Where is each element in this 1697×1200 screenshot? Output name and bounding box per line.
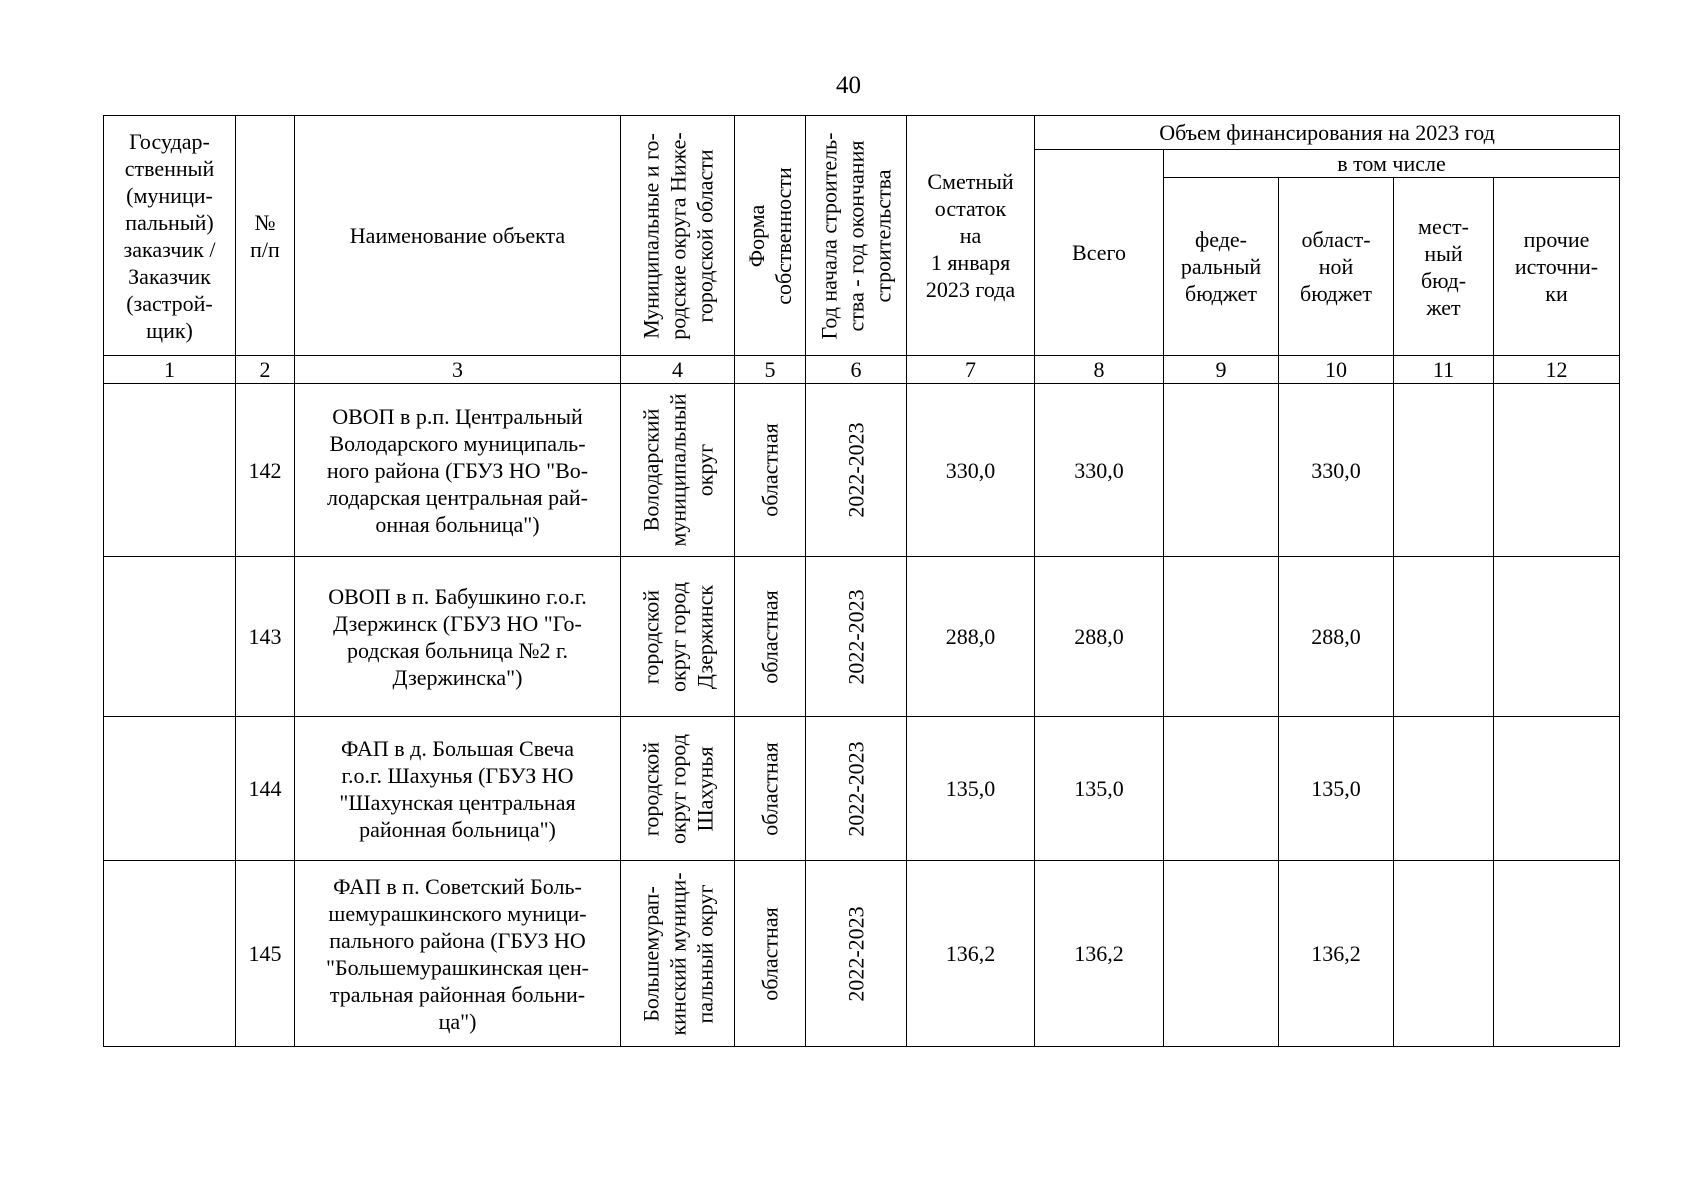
table-row: [104, 861, 1620, 1047]
header-regional: област- ной бюджет: [1279, 178, 1394, 356]
regional-cell: 136,2: [1279, 861, 1394, 1047]
column-number: 8: [1035, 356, 1164, 384]
ownership-cell: областная: [735, 861, 806, 1047]
regional-cell: 135,0: [1279, 717, 1394, 861]
municipality-cell: Володарский муниципальный округ: [621, 384, 735, 557]
column-number: 11: [1394, 356, 1494, 384]
column-number: 3: [295, 356, 621, 384]
header-object-name: Наименование объекта: [295, 116, 621, 356]
column-number: 12: [1494, 356, 1620, 384]
number-cell: 144: [236, 717, 295, 861]
local-cell: [1394, 384, 1494, 557]
column-number: 10: [1279, 356, 1394, 384]
number-cell: 145: [236, 861, 295, 1047]
customer-cell: [104, 384, 236, 557]
years-cell: 2022-2023: [806, 557, 907, 717]
ownership-cell: областная: [735, 557, 806, 717]
remainder-cell: 288,0: [907, 557, 1035, 717]
municipality-cell: городской округ город Дзержинск: [621, 557, 735, 717]
column-number: 5: [735, 356, 806, 384]
header-customer: Государ- ственный (муници- пальный) заказчик / Заказчик (застрой- щик): [104, 116, 236, 356]
regional-cell: 330,0: [1279, 384, 1394, 557]
federal-cell: [1164, 717, 1279, 861]
total-cell: 135,0: [1035, 717, 1164, 861]
number-cell: 143: [236, 557, 295, 717]
ownership-cell: областная: [735, 384, 806, 557]
page-number: 40: [836, 72, 861, 99]
years-cell: 2022-2023: [806, 861, 907, 1047]
header-funding-group: Объем финансирования на 2023 год: [1035, 116, 1620, 150]
financing-table: [103, 115, 1620, 1047]
column-number: 7: [907, 356, 1035, 384]
remainder-cell: 136,2: [907, 861, 1035, 1047]
header-remainder: Сметный остаток на 1 января 2023 года: [907, 116, 1035, 356]
column-number: 2: [236, 356, 295, 384]
remainder-cell: 330,0: [907, 384, 1035, 557]
local-cell: [1394, 557, 1494, 717]
total-cell: 330,0: [1035, 384, 1164, 557]
header-including: в том числе: [1164, 150, 1620, 178]
total-cell: 136,2: [1035, 861, 1164, 1047]
header-row-1: [104, 116, 1620, 150]
federal-cell: [1164, 557, 1279, 717]
other-cell: [1494, 384, 1620, 557]
column-number: 4: [621, 356, 735, 384]
column-number: 9: [1164, 356, 1279, 384]
column-number-row: [104, 356, 1620, 384]
ownership-cell: областная: [735, 717, 806, 861]
object-name-cell: ФАП в п. Советский Боль- шемурашкинского муници- пального района (ГБУЗ НО "Большемурашкинская цен- тральная районная больни- ца"): [295, 861, 621, 1047]
other-cell: [1494, 557, 1620, 717]
municipality-cell: Большемурап- кинский муници- пальный округ: [621, 861, 735, 1047]
column-number: 1: [104, 356, 236, 384]
header-other: прочие источни- ки: [1494, 178, 1620, 356]
number-cell: 142: [236, 384, 295, 557]
column-number: 6: [806, 356, 907, 384]
header-local: мест- ный бюд- жет: [1394, 178, 1494, 356]
other-cell: [1494, 717, 1620, 861]
regional-cell: 288,0: [1279, 557, 1394, 717]
header-total: Всего: [1035, 150, 1164, 356]
remainder-cell: 135,0: [907, 717, 1035, 861]
header-years: Год начала строитель- ства - год окончания строительства: [806, 116, 907, 356]
header-municipality: Муниципальные и го- родские округа Ниже- городской области: [621, 116, 735, 356]
table-row: [104, 717, 1620, 861]
local-cell: [1394, 717, 1494, 861]
object-name-cell: ОВОП в р.п. Центральный Володарского муниципаль- ного района (ГБУЗ НО "Во- лодарская центральная рай- онная больница"): [295, 384, 621, 557]
federal-cell: [1164, 861, 1279, 1047]
header-ownership: Форма собственности: [735, 116, 806, 356]
object-name-cell: ОВОП в п. Бабушкино г.о.г. Дзержинск (ГБУЗ НО "Го- родская больница №2 г. Дзержинска"): [295, 557, 621, 717]
customer-cell: [104, 557, 236, 717]
municipality-cell: городской округ город Шахунья: [621, 717, 735, 861]
total-cell: 288,0: [1035, 557, 1164, 717]
table-row: [104, 557, 1620, 717]
other-cell: [1494, 861, 1620, 1047]
years-cell: 2022-2023: [806, 384, 907, 557]
customer-cell: [104, 717, 236, 861]
object-name-cell: ФАП в д. Большая Свеча г.о.г. Шахунья (ГБУЗ НО "Шахунская центральная районная больница"): [295, 717, 621, 861]
header-federal: феде- ральный бюджет: [1164, 178, 1279, 356]
local-cell: [1394, 861, 1494, 1047]
header-number: № п/п: [236, 116, 295, 356]
federal-cell: [1164, 384, 1279, 557]
table-row: [104, 384, 1620, 557]
customer-cell: [104, 861, 236, 1047]
years-cell: 2022-2023: [806, 717, 907, 861]
